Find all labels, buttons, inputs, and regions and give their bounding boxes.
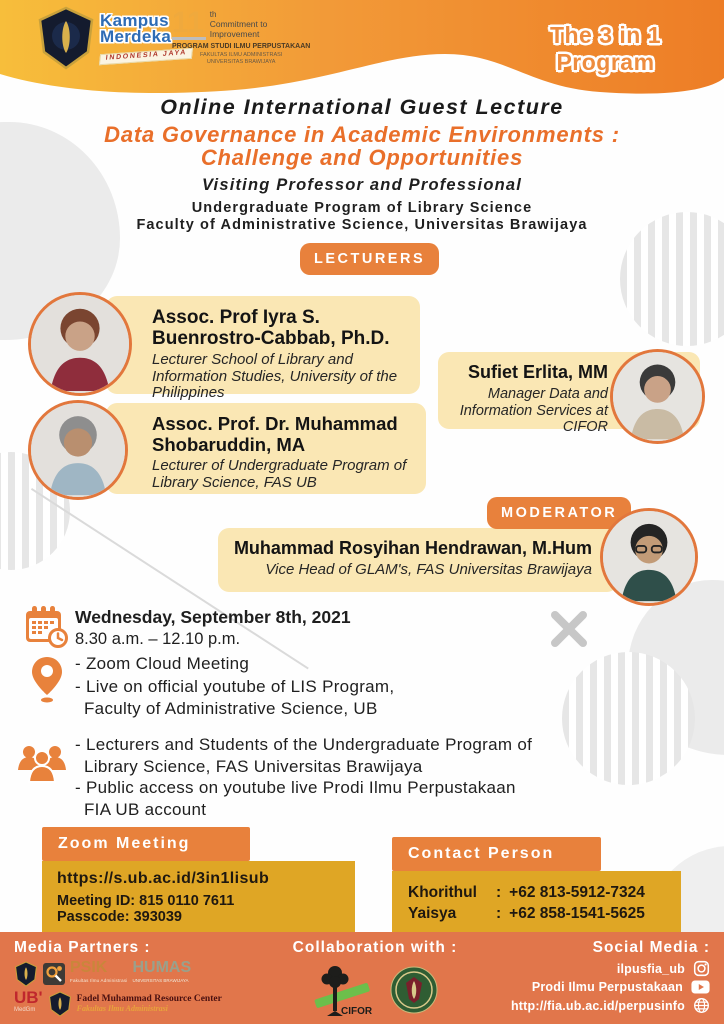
eleventh-commitment-logo (172, 6, 311, 66)
lecturers-section-badge: LECTURERS (300, 243, 439, 275)
contact-colon: : (496, 884, 502, 901)
fakultas-label: FAKULTAS ILMU ADMINISTRASI (200, 51, 283, 58)
social-row-instagram[interactable] (480, 960, 710, 977)
organizer-line2: Faculty of Administrative Science, Universitas Brawijaya (136, 217, 588, 233)
eleven-tagline-2: Improvement (209, 28, 260, 39)
event-date: Wednesday, September 8th, 2021 (75, 607, 351, 627)
fadel-sub-text: Fakultas Ilmu Administrasi (76, 1004, 168, 1013)
calendar-clock-icon (24, 604, 68, 648)
psik-logo-text: PSIK Fakultas Ilmu Administrasi (70, 961, 127, 987)
location-line: - Live on official youtube of LIS Program, (75, 676, 395, 696)
humas-sub-text: UNIVERSITAS BRAWIJAYA (132, 978, 189, 983)
audience-people-icon (15, 740, 69, 784)
organizer-line1: Undergraduate Program of Library Science (191, 200, 533, 216)
audience-line: - Lecturers and Students of the Undergraduate Program of (75, 735, 533, 754)
ub-emblem-logo-small (48, 991, 72, 1017)
instagram-handle: ilpusfia_ub (616, 961, 685, 976)
contact-phone: +62 813-5912-7324 (509, 884, 645, 901)
lecturer-1-name: Assoc. Prof Iyra S. Buenrostro-Cabbab, Ph.D. (152, 307, 390, 349)
contact-name: Khorithul (408, 884, 477, 901)
psik-sub-text: Fakultas Ilmu Administrasi (70, 978, 128, 983)
ub-emblem-logo (36, 6, 96, 75)
event-main-title-line2: Challenge and Opportunities (200, 145, 524, 170)
youtube-icon (691, 980, 710, 994)
contact-person-header: Contact Person (392, 837, 601, 871)
zoom-meeting-box (42, 861, 355, 933)
lecturer-3-role: Lecturer of Undergraduate Program of Library Science, FAS UB (152, 457, 407, 491)
collaboration-label: Collaboration with : (292, 939, 458, 956)
audience-line: Library Science, FAS Universitas Brawijaya (84, 756, 423, 776)
contact-phone: +62 858-1541-5625 (509, 905, 645, 922)
social-media-column (480, 939, 710, 1014)
kampus-merdeka-word2: Merdeka (100, 27, 172, 47)
social-row-website[interactable] (480, 997, 710, 1014)
contact-name: Yaisya (408, 905, 457, 922)
collaboration-column (280, 939, 470, 1017)
lecturer-3-name: Assoc. Prof. Dr. Muhammad Shobaruddin, MA (152, 413, 398, 455)
event-location (75, 653, 394, 721)
eleven-number: 11 (172, 6, 204, 39)
university-of-philippines-seal (390, 966, 438, 1014)
fadel-resource-center-logo-text: Fadel Muhammad Resource Center Fakultas Ilmu Administrasi (76, 994, 222, 1013)
event-audience (75, 734, 532, 820)
youtube-channel: Prodi Ilmu Perpustakaan (531, 980, 683, 994)
title-block (0, 95, 724, 234)
audience-line: FIA UB account (84, 799, 207, 819)
social-media-label: Social Media : (592, 939, 710, 956)
three-in-one-program-badge: The 3 in 1 Program (549, 22, 662, 75)
event-datetime (75, 606, 351, 650)
ub-media-sub: MedGm (14, 1007, 36, 1013)
indonesia-jaya-ribbon: INDONESIA JAYA (99, 48, 193, 65)
contact-colon: : (496, 905, 502, 922)
kampus-merdeka-word1: Kampus (100, 11, 169, 30)
location-pin-icon (30, 655, 64, 703)
humas-logo-text: HUMAS UNIVERSITAS BRAWIJAYA (132, 961, 191, 987)
contact-row (408, 882, 681, 903)
moderator-name: Muhammad Rosyihan Hendrawan, M.Hum (233, 538, 592, 558)
media-partners-column (14, 939, 264, 1017)
lecturer-1-role: Lecturer School of Library and Information Studies, University of the Philippines (152, 351, 398, 401)
photo-moderator (600, 508, 698, 606)
location-line: - Zoom Cloud Meeting (75, 654, 250, 673)
lecturer-2-name: Sufiet Erlita, MM (467, 362, 608, 382)
footer-bar (0, 932, 724, 1024)
contact-person-box (392, 871, 681, 933)
lecturer-1-card (106, 296, 420, 401)
website-url: http://fia.ub.ac.id/perpusinfo (510, 998, 685, 1013)
program-studi-label: PROGRAM STUDI ILMU PERPUSTAKAAN (172, 43, 311, 50)
ub-emblem-logo-small (14, 961, 38, 987)
moderator-card (218, 528, 618, 592)
cifor-logo (312, 963, 374, 1017)
psik-magnifier-logo (43, 963, 65, 985)
eleven-th: th (209, 10, 217, 19)
audience-line: - Public access on youtube live Prodi Ilmu Perpustakaan (75, 778, 516, 797)
universitas-label: UNIVERSITAS BRAWIJAYA (206, 58, 276, 65)
event-time: 8.30 a.m. – 12.10 p.m. (75, 630, 241, 648)
lecturer-2-role: Manager Data and Information Services at CIFOR (459, 386, 608, 435)
zoom-meeting-id: Meeting ID: 815 0110 7611 (57, 893, 235, 909)
media-partners-label: Media Partners : (14, 939, 151, 956)
event-type-title: Online International Guest Lecture (160, 95, 564, 119)
ub-media-logo: UB' MedGm (14, 992, 43, 1016)
zoom-meeting-passcode: Passcode: 393039 (57, 909, 182, 925)
event-subtitle: Visiting Professor and Professional (201, 176, 523, 194)
decor-x-mark (549, 609, 589, 649)
eleven-tagline-1: Commitment to (209, 18, 268, 29)
zoom-meeting-header: Zoom Meeting (42, 827, 250, 861)
moderator-section-badge: MODERATOR (487, 497, 631, 529)
contact-row (408, 903, 681, 924)
globe-icon (693, 997, 710, 1014)
zoom-meeting-link[interactable]: https://s.ub.ac.id/3in1lisub (57, 870, 270, 887)
lecturer-3-card (106, 403, 426, 494)
photo-lecturer-2 (610, 349, 705, 444)
photo-lecturer-3 (28, 400, 128, 500)
photo-lecturer-1 (28, 292, 132, 396)
decor-striped-circle-bottom-right (562, 652, 695, 785)
cifor-logo-text: CIFOR (341, 1006, 373, 1017)
moderator-role: Vice Head of GLAM's, FAS Universitas Brawijaya (265, 561, 592, 578)
instagram-icon (693, 960, 710, 977)
social-row-youtube[interactable] (480, 980, 710, 994)
event-main-title-line1: Data Governance in Academic Environments : (104, 122, 620, 147)
location-line: Faculty of Administrative Science, UB (84, 699, 378, 718)
